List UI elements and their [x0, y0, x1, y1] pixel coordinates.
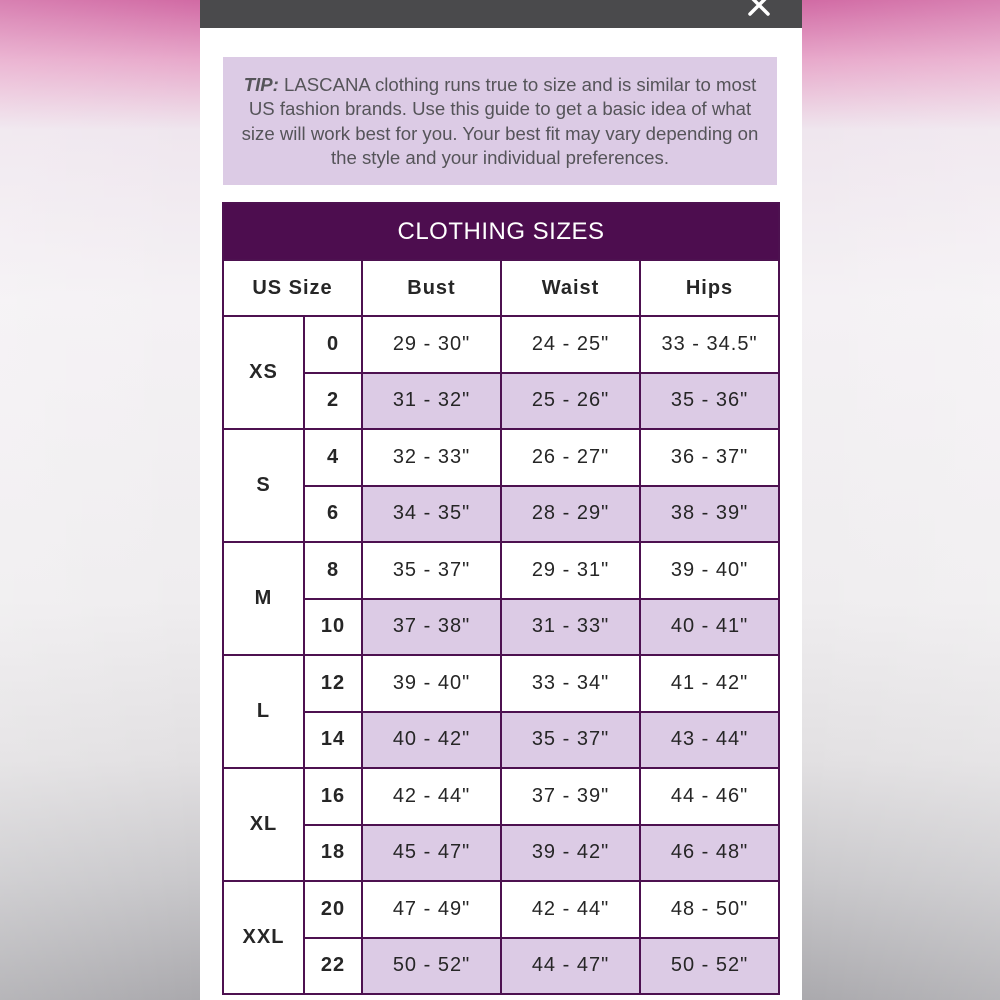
tip-text: LASCANA clothing runs true to size and is similar to most US fashion brands. Use this guide to get a basic idea of what size will work best for you. Your best fit may vary depending on the style and your individual preferences. [241, 74, 759, 169]
bust-value: 50 - 52" [362, 938, 501, 995]
waist-value: 31 - 33" [501, 599, 640, 656]
bust-value: 32 - 33" [362, 429, 501, 486]
header-us-size: US Size [223, 260, 362, 316]
table-row [223, 429, 779, 486]
us-size-number: 14 [304, 712, 362, 769]
bust-value: 37 - 38" [362, 599, 501, 656]
waist-value: 26 - 27" [501, 429, 640, 486]
hips-value: 33 - 34.5" [640, 316, 779, 373]
modal-top-bar [200, 0, 802, 28]
background-left-blur [0, 0, 200, 1000]
bust-value: 42 - 44" [362, 768, 501, 825]
waist-value: 33 - 34" [501, 655, 640, 712]
waist-value: 44 - 47" [501, 938, 640, 995]
hips-value: 39 - 40" [640, 542, 779, 599]
background-right-blur [802, 0, 1000, 1000]
waist-value: 28 - 29" [501, 486, 640, 543]
waist-value: 29 - 31" [501, 542, 640, 599]
hips-value: 44 - 46" [640, 768, 779, 825]
hips-value: 36 - 37" [640, 429, 779, 486]
table-row [223, 599, 779, 656]
hips-value: 40 - 41" [640, 599, 779, 656]
hips-value: 48 - 50" [640, 881, 779, 938]
size-table-body [223, 316, 779, 994]
us-size-number: 2 [304, 373, 362, 430]
us-size-number: 0 [304, 316, 362, 373]
hips-value: 46 - 48" [640, 825, 779, 882]
close-button[interactable] [744, 0, 774, 20]
us-size-number: 12 [304, 655, 362, 712]
table-row [223, 881, 779, 938]
us-size-number: 16 [304, 768, 362, 825]
waist-value: 35 - 37" [501, 712, 640, 769]
waist-value: 24 - 25" [501, 316, 640, 373]
table-row [223, 712, 779, 769]
bust-value: 47 - 49" [362, 881, 501, 938]
tip-box [223, 57, 777, 185]
bust-value: 29 - 30" [362, 316, 501, 373]
us-size-number: 4 [304, 429, 362, 486]
waist-value: 25 - 26" [501, 373, 640, 430]
waist-value: 37 - 39" [501, 768, 640, 825]
header-waist: Waist [501, 260, 640, 316]
size-group-label: XL [223, 768, 304, 881]
size-group-label: M [223, 542, 304, 655]
hips-value: 43 - 44" [640, 712, 779, 769]
bust-value: 45 - 47" [362, 825, 501, 882]
waist-value: 42 - 44" [501, 881, 640, 938]
bust-value: 35 - 37" [362, 542, 501, 599]
bust-value: 31 - 32" [362, 373, 501, 430]
header-hips: Hips [640, 260, 779, 316]
clothing-size-table [222, 202, 780, 995]
us-size-number: 6 [304, 486, 362, 543]
hips-value: 41 - 42" [640, 655, 779, 712]
tip-label: TIP: [243, 74, 279, 95]
table-row [223, 825, 779, 882]
waist-value: 39 - 42" [501, 825, 640, 882]
hips-value: 38 - 39" [640, 486, 779, 543]
table-row [223, 938, 779, 995]
hips-value: 50 - 52" [640, 938, 779, 995]
size-group-label: XXL [223, 881, 304, 994]
table-row [223, 373, 779, 430]
table-row [223, 542, 779, 599]
header-bust: Bust [362, 260, 501, 316]
table-row [223, 655, 779, 712]
hips-value: 35 - 36" [640, 373, 779, 430]
table-row [223, 486, 779, 543]
us-size-number: 10 [304, 599, 362, 656]
bust-value: 40 - 42" [362, 712, 501, 769]
us-size-number: 18 [304, 825, 362, 882]
us-size-number: 22 [304, 938, 362, 995]
table-row [223, 768, 779, 825]
bust-value: 39 - 40" [362, 655, 501, 712]
table-row [223, 316, 779, 373]
close-icon [744, 0, 774, 20]
size-group-label: XS [223, 316, 304, 429]
size-group-label: L [223, 655, 304, 768]
bust-value: 34 - 35" [362, 486, 501, 543]
table-title: CLOTHING SIZES [223, 203, 779, 260]
size-group-label: S [223, 429, 304, 542]
us-size-number: 8 [304, 542, 362, 599]
us-size-number: 20 [304, 881, 362, 938]
